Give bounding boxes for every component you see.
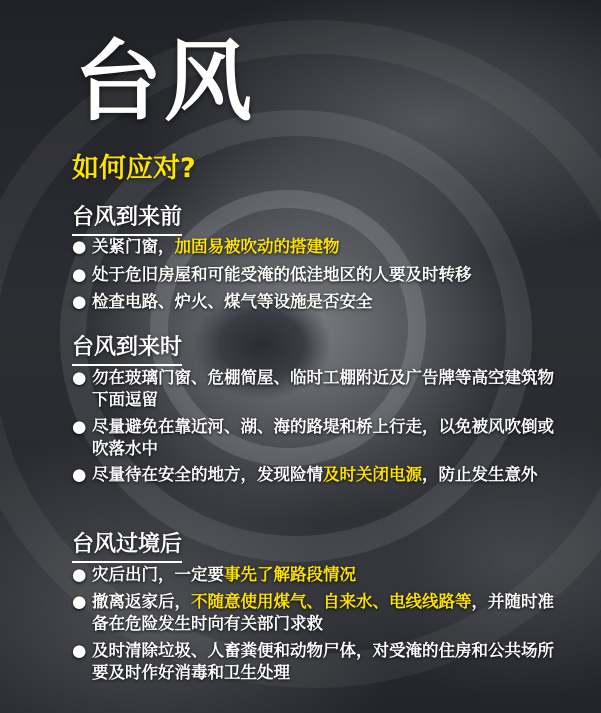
section-heading-after: 台风过境后 (72, 527, 182, 563)
list-item: ● 及时清除垃圾、人畜粪便和动物尸体，对受淹的住房和公共场所要及时作好消毒和卫生处理 (72, 641, 554, 682)
bullet-icon: ● (72, 592, 87, 611)
bullet-icon: ● (72, 368, 87, 387)
bullet-icon: ● (72, 265, 87, 284)
list-item: ● 尽量避免在靠近河、湖、海的路堤和桥上行走，以免被风吹倒或吹落水中 (72, 417, 554, 458)
bullet-icon: ● (72, 565, 87, 584)
bullet-icon: ● (72, 292, 87, 311)
list-item: ● 检查电路、炉火、煤气等设施是否安全 (72, 292, 373, 311)
list-item: ● 勿在玻璃门窗、危棚简屋、临时工棚附近及广告牌等高空建筑物下面逗留 (72, 368, 554, 409)
bullet-icon: ● (72, 237, 87, 256)
list-item: ● 关紧门窗，加固易被吹动的搭建物 (72, 237, 340, 256)
list-item: ● 撤离返家后，不随意使用煤气、自来水、电线线路等，并随时准备在危险发生时向有关部门求救 (72, 592, 554, 633)
list-item: ● 尽量待在安全的地方，发现险情及时关闭电源，防止发生意外 (72, 465, 538, 484)
poster-title: 台风 (74, 30, 255, 133)
list-item: ● 灾后出门，一定要事先了解路段情况 (72, 565, 356, 584)
bullet-icon: ● (72, 641, 87, 660)
bullet-icon: ● (72, 465, 87, 484)
section-heading-before: 台风到来前 (72, 200, 182, 236)
poster-subtitle: 如何应对? (72, 153, 196, 184)
section-heading-during: 台风到来时 (72, 330, 182, 366)
list-item: ● 处于危旧房屋和可能受淹的低洼地区的人要及时转移 (72, 265, 472, 284)
bullet-icon: ● (72, 417, 87, 436)
